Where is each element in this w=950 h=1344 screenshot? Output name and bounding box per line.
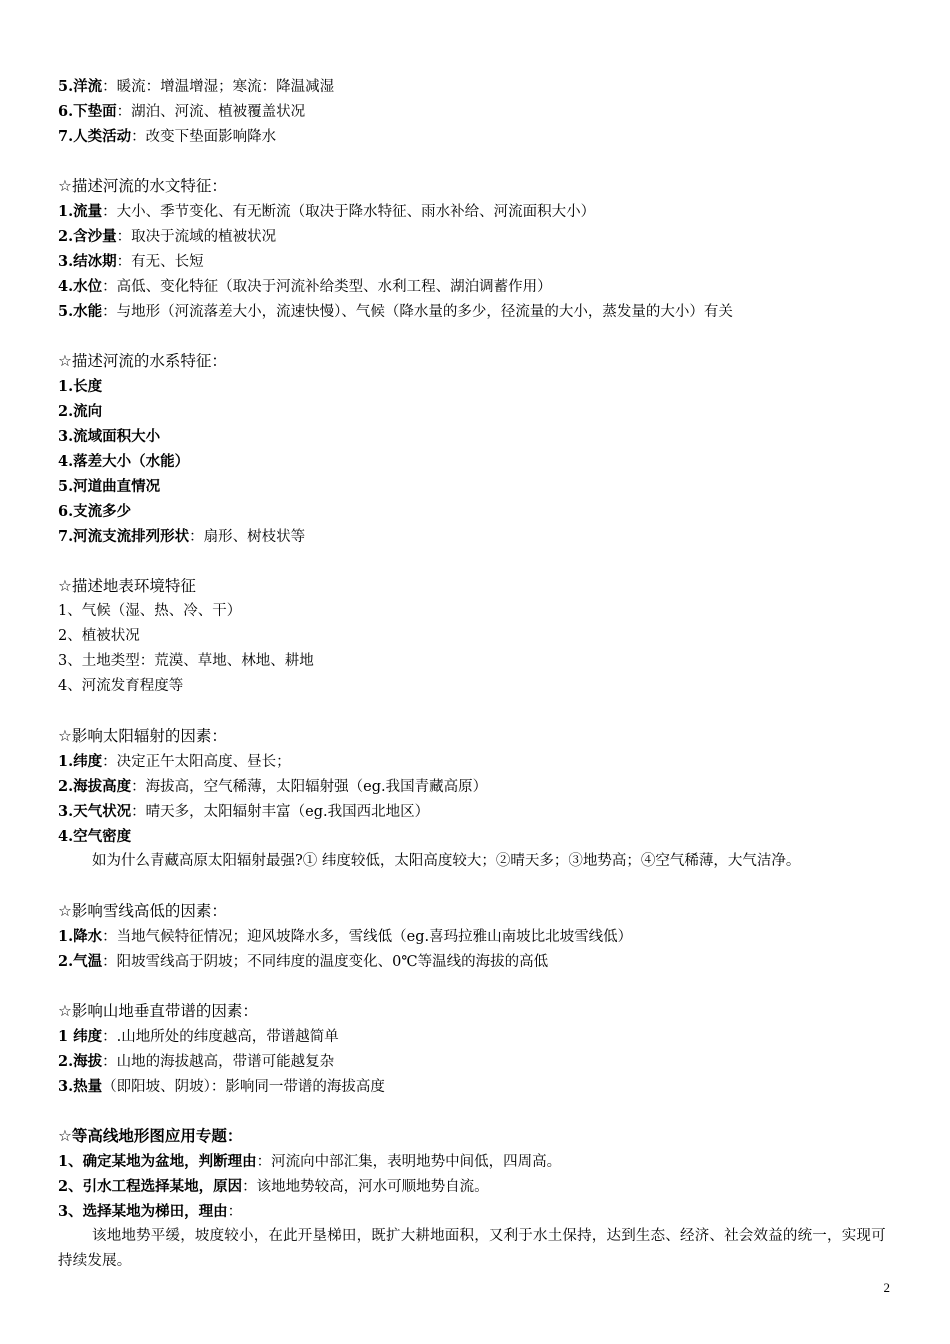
item-text: ：扇形、树枝状等 <box>189 529 306 545</box>
list-item <box>58 799 898 824</box>
item-label: 1.长度 <box>58 378 103 395</box>
item-text: ：高低、变化特征（取决于河流补给类型、水利工程、湖泊调蓄作用） <box>102 279 552 295</box>
section-heading-contour-map: ☆等高线地形图应用专题： <box>58 1127 243 1145</box>
item-text: ：有无、长短 <box>116 254 204 270</box>
item-label: 4.水位 <box>58 278 103 295</box>
list-item <box>58 524 898 549</box>
list-item: 1、气候（湿、热、冷、干） <box>58 603 242 619</box>
section-heading-river-system: ☆描述河流的水系特征： <box>58 352 227 370</box>
item-text: ：大小、季节变化、有无断流（取决于降水特征、雨水补给、河流面积大小） <box>102 204 596 220</box>
item-text: ：阳坡雪线高于阴坡；不同纬度的温度变化、0℃等温线的海拔的高低 <box>102 954 549 970</box>
item-text: ： <box>227 1204 243 1220</box>
list-item <box>58 1024 898 1049</box>
list-item <box>58 774 898 799</box>
item-text: ：决定正午太阳高度、昼长； <box>102 754 291 770</box>
item-text: ：取决于流域的植被状况 <box>116 229 277 245</box>
list-item <box>58 749 898 774</box>
item-label: 4.空气密度 <box>58 828 132 845</box>
list-item <box>58 274 898 299</box>
list-item <box>58 74 898 99</box>
list-item <box>58 949 898 974</box>
item-label: 6.支流多少 <box>58 503 132 520</box>
item-label: 6.下垫面 <box>58 103 117 120</box>
document-page <box>58 74 898 1274</box>
list-item <box>58 1174 898 1199</box>
list-item <box>58 299 898 324</box>
item-label: 2、引水工程选择某地，原因 <box>58 1178 243 1195</box>
item-text: ：当地气候特征情况；迎风坡降水多，雪线低（eg.喜玛拉雅山南坡比北坡雪线低） <box>102 929 633 945</box>
item-label: 3.天气状况 <box>58 803 132 820</box>
item-text: ：该地地势较高，河水可顺地势自流。 <box>242 1179 489 1195</box>
example-note: 如为什么青藏高原太阳辐射最强?① 纬度较低，太阳高度较大；②晴天多；③地势高；④空气稀薄，大气洁净。 <box>92 853 801 869</box>
item-text: ：湖泊、河流、植被覆盖状况 <box>116 104 306 120</box>
list-item <box>58 124 898 149</box>
list-item <box>58 374 898 399</box>
list-item <box>58 424 898 449</box>
item-label: 1、确定某地为盆地，判断理由 <box>58 1153 257 1170</box>
list-item <box>58 1049 898 1074</box>
item-text: ：海拔高，空气稀薄，太阳辐射强（eg.我国青藏高原） <box>131 779 488 795</box>
item-label: 1.纬度 <box>58 753 103 770</box>
item-label: 3.热量 <box>58 1078 103 1095</box>
list-item <box>58 924 898 949</box>
item-label: 3、选择某地为梯田，理由 <box>58 1203 228 1220</box>
list-item <box>58 1074 898 1099</box>
item-text: ：与地形（河流落差大小，流速快慢）、气候（降水量的多少，径流量的大小，蒸发量的大小）有关 <box>102 304 733 320</box>
page-number: 2 <box>883 1280 890 1295</box>
item-label: 1 纬度 <box>58 1028 103 1045</box>
list-item <box>58 199 898 224</box>
item-label: 4.落差大小（水能） <box>58 453 190 470</box>
item-text: ：晴天多，太阳辐射丰富（eg.我国西北地区） <box>131 804 430 820</box>
item-text: ：山地的海拔越高，带谱可能越复杂 <box>102 1054 335 1070</box>
list-item <box>58 1199 898 1224</box>
section-heading-vertical-zonation: ☆影响山地垂直带谱的因素： <box>58 1002 258 1020</box>
item-label: 2.海拔 <box>58 1053 103 1070</box>
section-heading-solar-radiation: ☆影响太阳辐射的因素： <box>58 727 227 745</box>
item-text: ：河流向中部汇集，表明地势中间低，四周高。 <box>256 1154 562 1170</box>
section-heading-hydrology: ☆描述河流的水文特征： <box>58 177 227 195</box>
item-text: ：暖流：增温增湿；寒流：降温减湿 <box>102 79 335 95</box>
item-label: 2.海拔高度 <box>58 778 132 795</box>
item-text: （即阳坡、阴坡）：影响同一带谱的海拔高度 <box>102 1079 385 1095</box>
item-label: 5.洋流 <box>58 78 103 95</box>
item-text: ：.山地所处的纬度越高，带谱越简单 <box>102 1029 339 1045</box>
list-item <box>58 499 898 524</box>
item-label: 1.降水 <box>58 928 103 945</box>
paragraph: 该地地势平缓，坡度较小，在此开垦梯田，既扩大耕地面积，又利于水土保持，达到生态、经济、社会效益的统一，实现可持续发展。 <box>58 1228 886 1269</box>
list-item <box>58 224 898 249</box>
list-item <box>58 474 898 499</box>
item-label: 3.结冰期 <box>58 253 117 270</box>
item-label: 2.流向 <box>58 403 103 420</box>
list-item: 3、土地类型：荒漠、草地、林地、耕地 <box>58 653 314 669</box>
item-label: 7.河流支流排列形状 <box>58 528 190 545</box>
item-label: 5.河道曲直情况 <box>58 478 161 495</box>
list-item <box>58 449 898 474</box>
item-text: ：改变下垫面影响降水 <box>131 129 277 145</box>
list-item <box>58 399 898 424</box>
list-item <box>58 249 898 274</box>
list-item <box>58 99 898 124</box>
item-label: 3.流域面积大小 <box>58 428 161 445</box>
list-item <box>58 824 898 849</box>
item-label: 5.水能 <box>58 303 103 320</box>
list-item <box>58 1149 898 1174</box>
item-label: 2.气温 <box>58 953 103 970</box>
list-item: 4、河流发育程度等 <box>58 678 184 694</box>
section-heading-snowline: ☆影响雪线高低的因素： <box>58 902 227 920</box>
list-item: 2、植被状况 <box>58 628 140 644</box>
item-label: 1.流量 <box>58 203 103 220</box>
item-label: 2.含沙量 <box>58 228 117 245</box>
item-label: 7.人类活动 <box>58 128 132 145</box>
section-heading-surface-environment: ☆描述地表环境特征 <box>58 577 196 595</box>
